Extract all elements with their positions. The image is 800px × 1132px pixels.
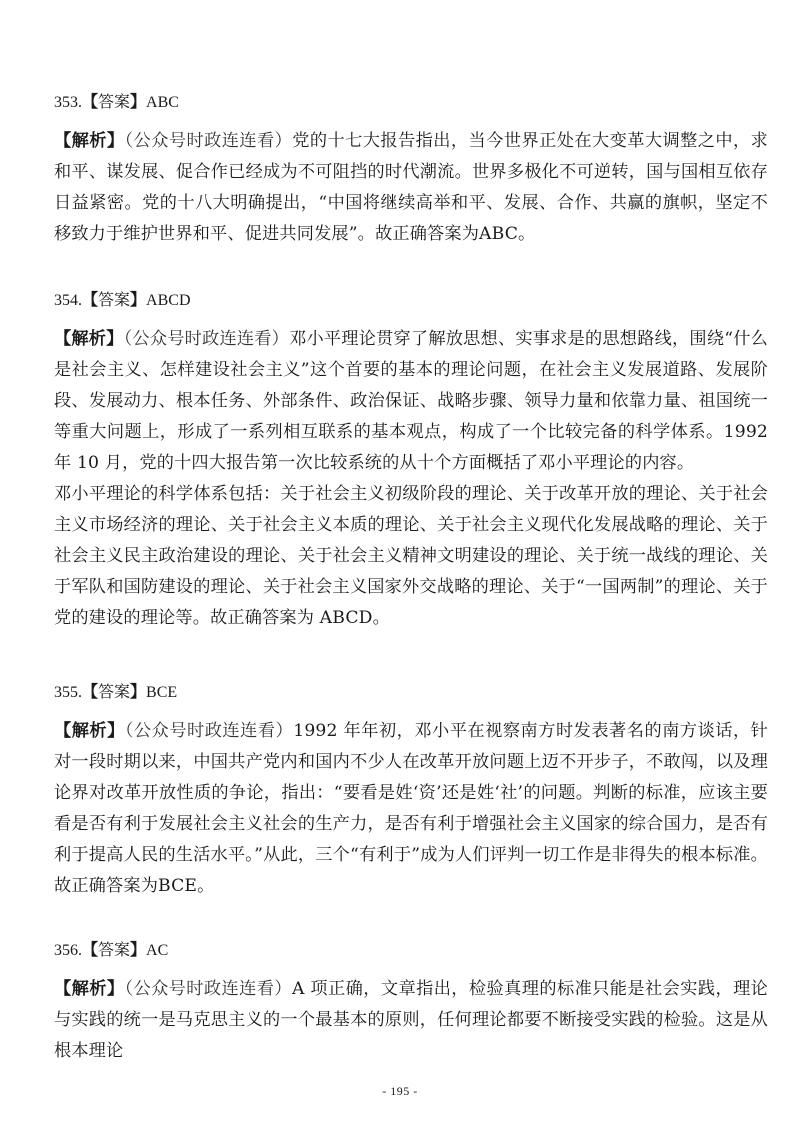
question-number: 355. xyxy=(54,684,82,701)
analysis-text: 1992 年年初，邓小平在视察南方时发表著名的南方谈话，针对一段时期以来，中国共产党内和国内不少人在改革开放问题上迈不开步子，不敢闯，以及理论界对改革开放性质的争论，指出：“要看是姓‘资’还是姓‘社’的问题。判断的标准，应该主要看是否有利于发展社会主义社会的生产力，是否有利于增强社会主义国家的综合国力，是否有利于提高人民的生活水平。”从此，三个“有利于”成为人们评判一切工作是非得失的根本标准。故正确答案为BCE。 xyxy=(54,721,769,896)
analysis-text: A 项正确，文章指出，检验真理的标准只能是社会实践，理论与实践的统一是马克思主义的一个最基本的原则，任何理论都要不断接受实践的检验。这是从根本理论 xyxy=(54,979,769,1061)
answer-label: 答案 xyxy=(98,290,131,309)
analysis-text: 邓小平理论贯穿了解放思想、实事求是的思想路线，围绕“什么是社会主义、怎样建设社会主义”这个首要的基本的理论问题，在社会主义发展道路、发展阶段、发展动力、根本任务、外部条件、政治保证、战略步骤、领导力量和依靠力量、祖国统一等重大问题上，形成了一系列相互联系的基本观点，构成了一个比较完备的科学体系。1992 年 10 月，党的十四大报告第一次比较系统的从十个方面概括了邓小平理论的内容。 xyxy=(54,329,768,473)
question-356 xyxy=(54,940,768,1067)
analysis-tag: 【解析】 xyxy=(54,329,124,349)
answer-line xyxy=(54,92,768,112)
analysis-text: 党的十七大报告指出，当今世界正处在大变革大调整之中，求和平、谋发展、促合作已经成为不可阻挡的时代潮流。世界多极化不可逆转，国与国相互依存日益紧密。党的十八大明确提出，“中国将继续高举和平、发展、合作、共赢的旗帜，坚定不移致力于维护世界和平、促进共同发展”。故正确答案为ABC。 xyxy=(54,131,768,244)
question-number: 353. xyxy=(54,94,82,111)
answer-bracket-open: 【 xyxy=(82,290,99,309)
answer-bracket-close: 】 xyxy=(130,92,147,111)
analysis-paragraph-continued xyxy=(54,479,768,634)
analysis-tag: 【解析】 xyxy=(54,131,125,151)
answer-bracket-close: 】 xyxy=(130,290,147,309)
analysis-paragraph xyxy=(54,974,768,1067)
analysis-paragraph xyxy=(54,716,768,902)
answer-value: AC xyxy=(146,942,169,959)
question-354 xyxy=(54,290,768,634)
answer-bracket-open: 【 xyxy=(82,682,99,701)
answer-value: ABCD xyxy=(146,292,191,309)
answer-label: 答案 xyxy=(98,940,131,959)
source-note: （公众号时政连连看） xyxy=(124,979,292,999)
answer-bracket-close: 】 xyxy=(130,940,147,959)
answer-line xyxy=(54,290,768,310)
answer-label: 答案 xyxy=(98,682,131,701)
answer-value: ABC xyxy=(146,94,179,111)
question-number: 354. xyxy=(54,292,82,309)
analysis-tag: 【解析】 xyxy=(54,979,125,999)
answer-bracket-close: 】 xyxy=(130,682,147,701)
answer-line xyxy=(54,940,768,960)
answer-value: BCE xyxy=(146,684,178,701)
analysis-text: 邓小平理论的科学体系包括：关于社会主义初级阶段的理论、关于改革开放的理论、关于社会主义市场经济的理论、关于社会主义本质的理论、关于社会主义现代化发展战略的理论、关于社会主义民主政治建设的理论、关于社会主义精神文明建设的理论、关于统一战线的理论、关于军队和国防建设的理论、关于社会主义国家外交战略的理论、关于“一国两制”的理论、关于党的建设的理论等。故正确答案为 ABCD。 xyxy=(54,484,768,628)
answer-bracket-open: 【 xyxy=(82,940,99,959)
analysis-paragraph xyxy=(54,324,768,479)
analysis-paragraph xyxy=(54,126,768,250)
source-note: （公众号时政连连看） xyxy=(124,131,293,151)
question-number: 356. xyxy=(54,942,82,959)
source-note: （公众号时政连连看） xyxy=(123,329,290,349)
source-note: （公众号时政连连看） xyxy=(124,721,294,741)
answer-label: 答案 xyxy=(98,92,131,111)
page-number: - 195 - xyxy=(382,1084,418,1098)
answer-line xyxy=(54,682,768,702)
answer-bracket-open: 【 xyxy=(82,92,99,111)
question-355 xyxy=(54,682,768,902)
question-353 xyxy=(54,92,768,250)
analysis-tag: 【解析】 xyxy=(54,721,125,741)
